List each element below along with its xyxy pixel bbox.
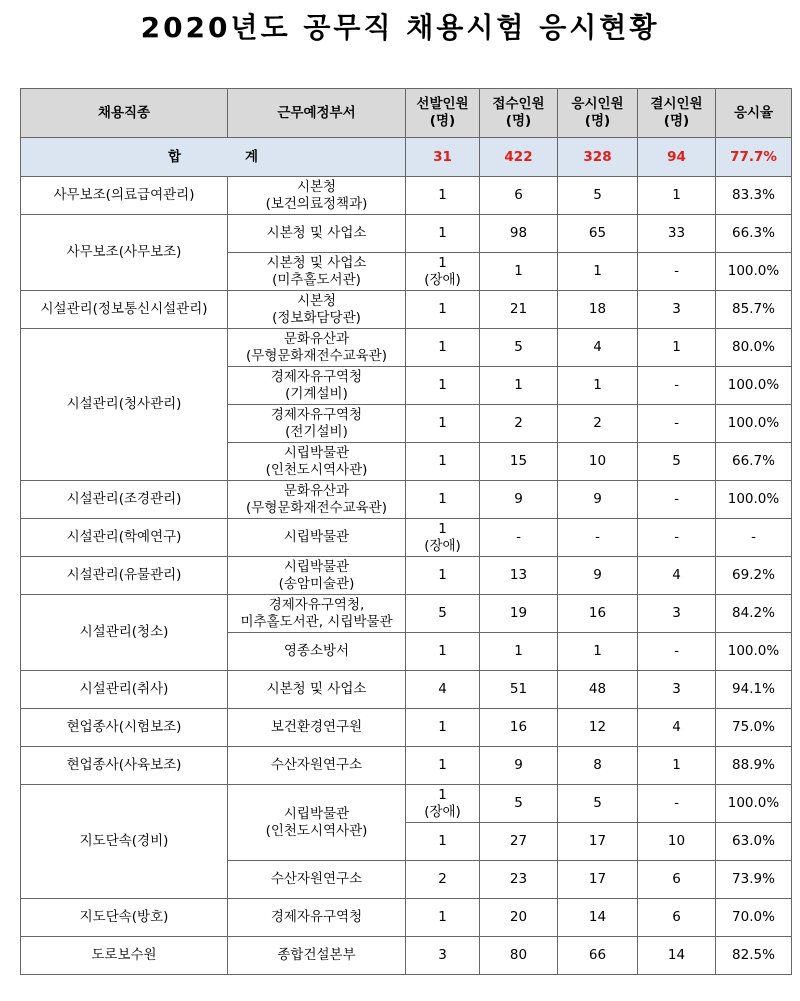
header-row	[21, 89, 792, 138]
department-cell	[228, 329, 406, 367]
cell-line: 경제자유구역청	[270, 368, 363, 385]
rate-cell: 73.9%	[716, 861, 792, 899]
applied-cell: 6	[480, 177, 558, 215]
table-row	[21, 481, 792, 519]
cell-line: 경제자유구역청	[270, 909, 363, 925]
attended-cell: 5	[558, 785, 638, 823]
attended-cell: 1	[558, 367, 638, 405]
job-type-cell: 현업종사(시험보조)	[21, 709, 228, 747]
cell-line: 1	[438, 520, 447, 537]
header-applied: 접수인원 (명)	[480, 89, 558, 138]
cell-line: (기계설비)	[285, 385, 348, 402]
cell-line: 영종소방서	[283, 643, 350, 659]
absent-cell: 3	[638, 291, 716, 329]
table-row	[21, 557, 792, 595]
total-applied: 422	[480, 138, 558, 177]
job-type-cell: 지도단속(경비)	[21, 785, 228, 899]
cell-line: 1	[438, 254, 447, 271]
rate-cell: 100.0%	[716, 367, 792, 405]
recruitment-table	[20, 88, 792, 975]
attended-cell: 1	[558, 633, 638, 671]
cell-line: 4	[438, 681, 447, 697]
absent-cell: -	[638, 519, 716, 557]
rate-cell: 100.0%	[716, 785, 792, 823]
absent-cell: 1	[638, 177, 716, 215]
attended-cell: 48	[558, 671, 638, 709]
selected-cell	[406, 253, 480, 291]
absent-cell: -	[638, 253, 716, 291]
cell-line: 1	[438, 225, 447, 241]
selected-cell	[406, 519, 480, 557]
applied-cell: 16	[480, 709, 558, 747]
applied-cell: 9	[480, 747, 558, 785]
cell-line: 종합건설본부	[277, 947, 356, 963]
job-type-cell: 현업종사(사육보조)	[21, 747, 228, 785]
attended-cell: 16	[558, 595, 638, 633]
rate-cell: 88.9%	[716, 747, 792, 785]
selected-cell	[406, 443, 480, 481]
cell-line: (보건의료정책과)	[265, 195, 368, 212]
rate-cell: 83.3%	[716, 177, 792, 215]
selected-cell	[406, 291, 480, 329]
rate-cell: 70.0%	[716, 899, 792, 937]
absent-cell: -	[638, 405, 716, 443]
header-department: 근무예정부서	[228, 89, 406, 138]
cell-line: 1	[438, 339, 447, 355]
applied-cell: 1	[480, 253, 558, 291]
applied-cell: 27	[480, 823, 558, 861]
department-cell	[228, 633, 406, 671]
selected-cell	[406, 937, 480, 975]
department-cell	[228, 899, 406, 937]
rate-cell: -	[716, 519, 792, 557]
table-row	[21, 595, 792, 633]
department-cell	[228, 291, 406, 329]
cell-line: 1	[438, 415, 447, 431]
absent-cell: 33	[638, 215, 716, 253]
rate-cell: 94.1%	[716, 671, 792, 709]
cell-line: 1	[438, 453, 447, 469]
applied-cell: 23	[480, 861, 558, 899]
department-cell	[228, 747, 406, 785]
department-cell	[228, 367, 406, 405]
attended-cell: 18	[558, 291, 638, 329]
job-type-cell: 도로보수원	[21, 937, 228, 975]
applied-cell: 1	[480, 633, 558, 671]
absent-cell: 4	[638, 709, 716, 747]
applied-cell: 80	[480, 937, 558, 975]
selected-cell	[406, 823, 480, 861]
job-type-cell: 시설관리(조경관리)	[21, 481, 228, 519]
absent-cell: 10	[638, 823, 716, 861]
rate-cell: 82.5%	[716, 937, 792, 975]
cell-line: 1	[438, 187, 447, 203]
selected-cell	[406, 633, 480, 671]
job-type-cell: 시설관리(취사)	[21, 671, 228, 709]
cell-line: 시립박물관	[283, 805, 350, 822]
job-type-cell: 사무보조(사무보조)	[21, 215, 228, 291]
total-selected: 31	[406, 138, 480, 177]
selected-cell	[406, 785, 480, 823]
absent-cell: -	[638, 785, 716, 823]
applied-cell: 20	[480, 899, 558, 937]
cell-line: (정보화담당관)	[272, 309, 361, 326]
absent-cell: 3	[638, 671, 716, 709]
applied-cell: 9	[480, 481, 558, 519]
absent-cell: -	[638, 633, 716, 671]
total-rate: 77.7%	[716, 138, 792, 177]
table-row	[21, 291, 792, 329]
table-row	[21, 899, 792, 937]
job-type-cell: 시설관리(유물관리)	[21, 557, 228, 595]
applied-cell: 19	[480, 595, 558, 633]
cell-line: 경제자유구역청,	[268, 596, 365, 613]
rate-cell: 84.2%	[716, 595, 792, 633]
department-cell	[228, 861, 406, 899]
header-job-type: 채용직종	[21, 89, 228, 138]
job-type-cell: 시설관리(학예연구)	[21, 519, 228, 557]
applied-cell: 51	[480, 671, 558, 709]
total-attended: 328	[558, 138, 638, 177]
rate-cell: 75.0%	[716, 709, 792, 747]
cell-line: (장애)	[424, 537, 461, 554]
department-cell	[228, 519, 406, 557]
absent-cell: 14	[638, 937, 716, 975]
job-type-cell: 시설관리(정보통신시설관리)	[21, 291, 228, 329]
cell-line: (인천도시역사관)	[265, 822, 368, 839]
cell-line: (송암미술관)	[278, 575, 355, 592]
attended-cell: 17	[558, 861, 638, 899]
selected-cell	[406, 215, 480, 253]
cell-line: 문화유산과	[283, 330, 350, 347]
attended-cell: 1	[558, 253, 638, 291]
department-cell	[228, 937, 406, 975]
table-row	[21, 709, 792, 747]
cell-line: 미추홀도서관, 시립박물관	[240, 613, 393, 630]
applied-cell: 5	[480, 329, 558, 367]
selected-cell	[406, 367, 480, 405]
cell-line: (미추홀도서관)	[272, 271, 361, 288]
selected-cell	[406, 177, 480, 215]
header-absent: 결시인원 (명)	[638, 89, 716, 138]
absent-cell: 6	[638, 899, 716, 937]
cell-line: 1	[438, 301, 447, 317]
header-attended: 응시인원 (명)	[558, 89, 638, 138]
absent-cell: 5	[638, 443, 716, 481]
cell-line: 5	[438, 605, 447, 621]
selected-cell	[406, 899, 480, 937]
selected-cell	[406, 329, 480, 367]
attended-cell: -	[558, 519, 638, 557]
attended-cell: 17	[558, 823, 638, 861]
cell-line: (무형문화재전수교육관)	[246, 499, 387, 516]
job-type-cell: 시설관리(청사관리)	[21, 329, 228, 481]
department-cell	[228, 595, 406, 633]
absent-cell: 1	[638, 329, 716, 367]
page-title: 2020년도 공무직 채용시험 응시현황	[140, 11, 660, 44]
applied-cell: -	[480, 519, 558, 557]
applied-cell: 13	[480, 557, 558, 595]
absent-cell: -	[638, 367, 716, 405]
rate-cell: 63.0%	[716, 823, 792, 861]
absent-cell: 6	[638, 861, 716, 899]
selected-cell	[406, 747, 480, 785]
table-row	[21, 671, 792, 709]
job-type-cell: 시설관리(청소)	[21, 595, 228, 671]
cell-line: 1	[438, 757, 447, 773]
selected-cell	[406, 861, 480, 899]
cell-line: 시본청	[296, 178, 337, 195]
cell-line: 문화유산과	[283, 482, 350, 499]
attended-cell: 10	[558, 443, 638, 481]
attended-cell: 5	[558, 177, 638, 215]
cell-line: 1	[438, 833, 447, 849]
absent-cell: 3	[638, 595, 716, 633]
cell-line: (장애)	[424, 271, 461, 288]
cell-line: 1	[438, 786, 447, 803]
rate-cell: 100.0%	[716, 405, 792, 443]
rate-cell: 66.7%	[716, 443, 792, 481]
department-cell	[228, 785, 406, 861]
rate-cell: 100.0%	[716, 481, 792, 519]
selected-cell	[406, 595, 480, 633]
department-cell	[228, 177, 406, 215]
selected-cell	[406, 709, 480, 747]
total-absent: 94	[638, 138, 716, 177]
job-type-cell: 지도단속(방호)	[21, 899, 228, 937]
header-selected: 선발인원 (명)	[406, 89, 480, 138]
cell-line: 1	[438, 643, 447, 659]
cell-line: 시본청 및 사업소	[266, 681, 367, 697]
cell-line: 1	[438, 491, 447, 507]
cell-line: 1	[438, 567, 447, 583]
applied-cell: 15	[480, 443, 558, 481]
rate-cell: 100.0%	[716, 633, 792, 671]
rate-cell: 69.2%	[716, 557, 792, 595]
applied-cell: 21	[480, 291, 558, 329]
cell-line: (인천도시역사관)	[265, 461, 368, 478]
attended-cell: 8	[558, 747, 638, 785]
cell-line: 시본청 및 사업소	[266, 254, 367, 271]
total-row	[21, 138, 792, 177]
attended-cell: 14	[558, 899, 638, 937]
department-cell	[228, 215, 406, 253]
department-cell	[228, 671, 406, 709]
selected-cell	[406, 557, 480, 595]
cell-line: 시본청	[296, 292, 337, 309]
table-row	[21, 937, 792, 975]
attended-cell: 65	[558, 215, 638, 253]
table-row	[21, 329, 792, 367]
cell-line: 2	[438, 871, 447, 887]
rate-cell: 100.0%	[716, 253, 792, 291]
cell-line: 시립박물관	[283, 529, 350, 545]
rate-cell: 80.0%	[716, 329, 792, 367]
job-type-cell: 사무보조(의료급여관리)	[21, 177, 228, 215]
absent-cell: 4	[638, 557, 716, 595]
cell-line: 시립박물관	[283, 558, 350, 575]
table-row	[21, 215, 792, 253]
attended-cell: 9	[558, 557, 638, 595]
cell-line: 1	[438, 909, 447, 925]
table-row	[21, 177, 792, 215]
applied-cell: 2	[480, 405, 558, 443]
cell-line: 1	[438, 719, 447, 735]
department-cell	[228, 709, 406, 747]
attended-cell: 2	[558, 405, 638, 443]
attended-cell: 4	[558, 329, 638, 367]
department-cell	[228, 253, 406, 291]
selected-cell	[406, 405, 480, 443]
cell-line: 1	[438, 377, 447, 393]
absent-cell: 1	[638, 747, 716, 785]
absent-cell: -	[638, 481, 716, 519]
department-cell	[228, 557, 406, 595]
table-row	[21, 785, 792, 823]
department-cell	[228, 443, 406, 481]
attended-cell: 9	[558, 481, 638, 519]
header-rate: 응시율	[716, 89, 792, 138]
applied-cell: 98	[480, 215, 558, 253]
selected-cell	[406, 671, 480, 709]
cell-line: 수산자원연구소	[270, 757, 363, 773]
cell-line: 시본청 및 사업소	[266, 225, 367, 241]
applied-cell: 5	[480, 785, 558, 823]
table-row	[21, 747, 792, 785]
cell-line: (장애)	[424, 803, 461, 820]
attended-cell: 12	[558, 709, 638, 747]
department-cell	[228, 481, 406, 519]
cell-line: (무형문화재전수교육관)	[246, 347, 387, 364]
cell-line: 경제자유구역청	[270, 406, 363, 423]
cell-line: 보건환경연구원	[270, 719, 363, 735]
table-row	[21, 519, 792, 557]
cell-line: 수산자원연구소	[270, 871, 363, 887]
cell-line: 3	[438, 947, 447, 963]
rate-cell: 66.3%	[716, 215, 792, 253]
attended-cell: 66	[558, 937, 638, 975]
rate-cell: 85.7%	[716, 291, 792, 329]
total-label: 합 계	[21, 138, 406, 177]
cell-line: 시립박물관	[283, 444, 350, 461]
department-cell	[228, 405, 406, 443]
selected-cell	[406, 481, 480, 519]
cell-line: (전기설비)	[285, 423, 348, 440]
applied-cell: 1	[480, 367, 558, 405]
